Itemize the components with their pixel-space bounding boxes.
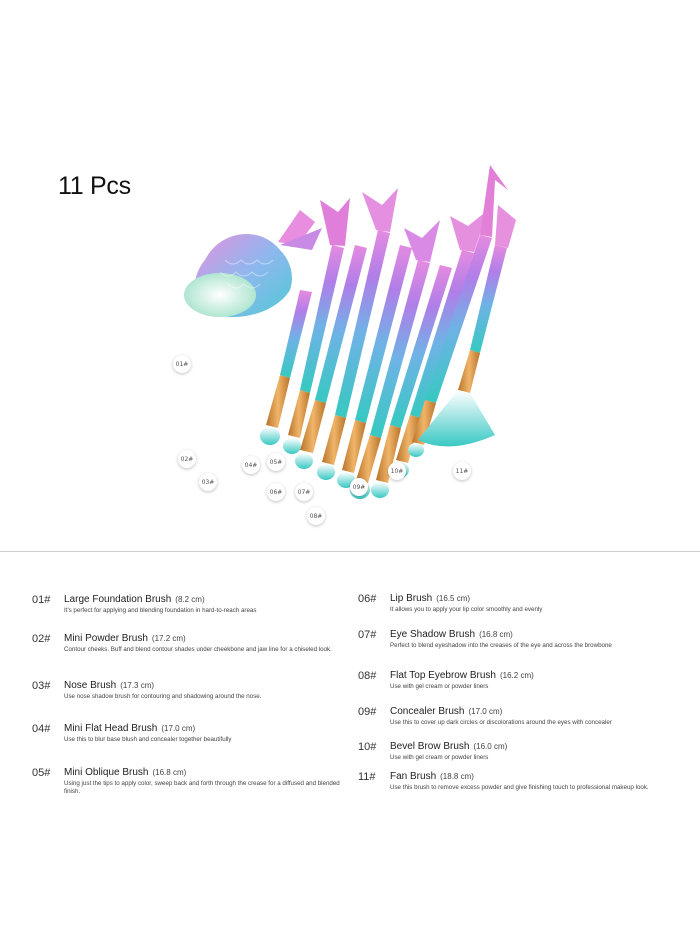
label-bubble-05: 05# bbox=[267, 453, 285, 471]
item-name: Eye Shadow Brush (16.8 cm) bbox=[390, 629, 513, 640]
item-number: 07# bbox=[358, 629, 377, 641]
label-bubble-08: 08# bbox=[307, 507, 325, 525]
item-number: 08# bbox=[358, 670, 377, 682]
label-bubble-03: 03# bbox=[199, 473, 217, 491]
label-bubble-11: 11# bbox=[453, 462, 471, 480]
item-description: Use with gel cream or powder liners bbox=[390, 683, 489, 690]
label-bubble-06: 06# bbox=[267, 483, 285, 501]
item-description: Use nose shadow brush for contouring and shadowing around the nose. bbox=[64, 693, 262, 700]
item-size: (17.0 cm) bbox=[161, 724, 196, 733]
item-size: (16.2 cm) bbox=[499, 671, 534, 680]
item-name: Fan Brush (18.8 cm) bbox=[390, 771, 474, 782]
item-size: (17.0 cm) bbox=[468, 707, 503, 716]
label-bubble-04: 04# bbox=[242, 456, 260, 474]
item-description: Use this to blur base blush and concealer together beautifully bbox=[64, 736, 232, 743]
item-number: 02# bbox=[32, 633, 51, 645]
item-number: 01# bbox=[32, 594, 51, 606]
item-name: Nose Brush (17.3 cm) bbox=[64, 680, 155, 691]
item-description: Perfect to blend eyeshadow into the creases of the eye and across the browbone bbox=[390, 642, 612, 649]
item-size: (16.8 cm) bbox=[479, 630, 513, 639]
label-bubble-01: 01# bbox=[173, 355, 191, 373]
brush-02-icon bbox=[260, 290, 312, 445]
item-size: (17.3 cm) bbox=[120, 681, 155, 690]
item-description: Using just the tips to apply color, sweep back and forth through the crease for a diffused and blended finish. bbox=[64, 780, 340, 795]
item-name: Flat Top Eyebrow Brush (16.2 cm) bbox=[390, 670, 534, 681]
item-number: 10# bbox=[358, 741, 377, 753]
page-title: 11 Pcs bbox=[58, 172, 131, 200]
item-name: Bevel Brow Brush (16.0 cm) bbox=[390, 741, 508, 752]
label-bubble-02: 02# bbox=[178, 450, 196, 468]
item-description: Use this brush to remove excess powder and give finishing touch to professional makeup look. bbox=[390, 784, 649, 791]
item-number: 03# bbox=[32, 680, 51, 692]
item-description: It allows you to apply your lip color smoothly and evenly bbox=[390, 606, 543, 613]
item-name: Lip Brush (16.5 cm) bbox=[390, 593, 471, 604]
item-description: Contour cheeks. Buff and blend contour shades under cheekbone and jaw line for a chiseled look. bbox=[64, 646, 332, 653]
item-size: (16.5 cm) bbox=[436, 594, 471, 603]
label-bubble-09: 09# bbox=[350, 478, 368, 496]
item-name: Large Foundation Brush (8.2 cm) bbox=[64, 594, 205, 605]
item-number: 09# bbox=[358, 706, 377, 718]
item-number: 11# bbox=[358, 771, 376, 783]
item-number: 06# bbox=[358, 593, 377, 605]
item-name: Mini Powder Brush (17.2 cm) bbox=[64, 633, 186, 644]
item-number: 05# bbox=[32, 767, 51, 779]
item-name: Mini Flat Head Brush (17.0 cm) bbox=[64, 723, 196, 734]
label-bubble-10: 10# bbox=[388, 462, 406, 480]
item-name: Concealer Brush (17.0 cm) bbox=[390, 706, 503, 717]
section-divider bbox=[0, 551, 700, 552]
item-name: Mini Oblique Brush (16.8 cm) bbox=[64, 767, 187, 778]
item-size: (16.0 cm) bbox=[473, 742, 508, 751]
item-description: Use with gel cream or powder liners bbox=[390, 754, 489, 761]
item-size: (18.8 cm) bbox=[440, 772, 474, 781]
item-description: Use this to cover up dark circles or discolorations around the eyes with concealer bbox=[390, 719, 612, 726]
item-description: It's perfect for applying and blending foundation in hard-to-reach areas bbox=[64, 607, 257, 614]
item-size: (8.2 cm) bbox=[175, 595, 205, 604]
label-bubble-07: 07# bbox=[295, 483, 313, 501]
item-size: (16.8 cm) bbox=[152, 768, 187, 777]
item-size: (17.2 cm) bbox=[151, 634, 186, 643]
item-number: 04# bbox=[32, 723, 51, 735]
brush-07-icon bbox=[350, 220, 440, 499]
